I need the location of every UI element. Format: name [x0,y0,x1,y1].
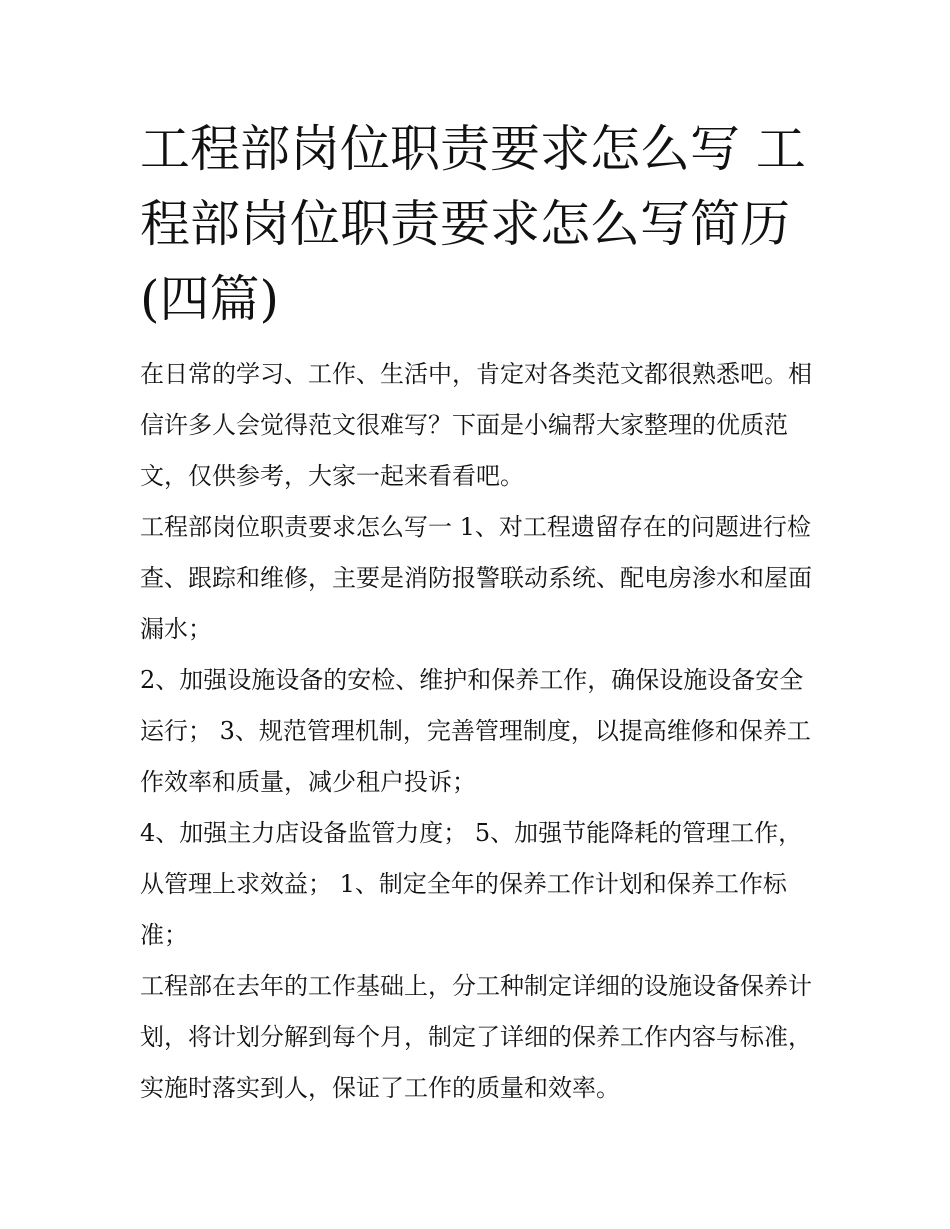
document-body [140,349,812,1114]
paragraph-maintenance-plan: 工程部在去年的工作基础上，分工种制定详细的设施设备保养计划，将计划分解到每个月，制定了详细的保养工作内容与标准，实施时落实到人，保证了工作的质量和效率。 [140,972,812,1102]
paragraph-intro: 在日常的学习、工作、生活中，肯定对各类范文都很熟悉吧。相信许多人会觉得范文很难写？下面是小编帮大家整理的优质范文，仅供参考，大家一起来看看吧。 [140,360,812,490]
paragraph-duty-2-3: 2、加强设施设备的安检、维护和保养工作，确保设施设备安全运行； 3、规范管理机制，完善管理制度，以提高维修和保养工作效率和质量，减少租户投诉； [140,666,811,796]
document-content [140,112,812,1114]
document-title: 工程部岗位职责要求怎么写 工程部岗位职责要求怎么写简历(四篇) [140,120,806,328]
paragraph-duty-4-5: 4、加强主力店设备监管力度； 5、加强节能降耗的管理工作，从管理上求效益； 1、制定全年的保养工作计划和保养工作标准； [140,819,803,949]
paragraph-duty-1: 工程部岗位职责要求怎么写一 1、对工程遗留存在的问题进行检查、跟踪和维修，主要是消防报警联动系统、配电房渗水和屋面漏水； [140,513,812,643]
